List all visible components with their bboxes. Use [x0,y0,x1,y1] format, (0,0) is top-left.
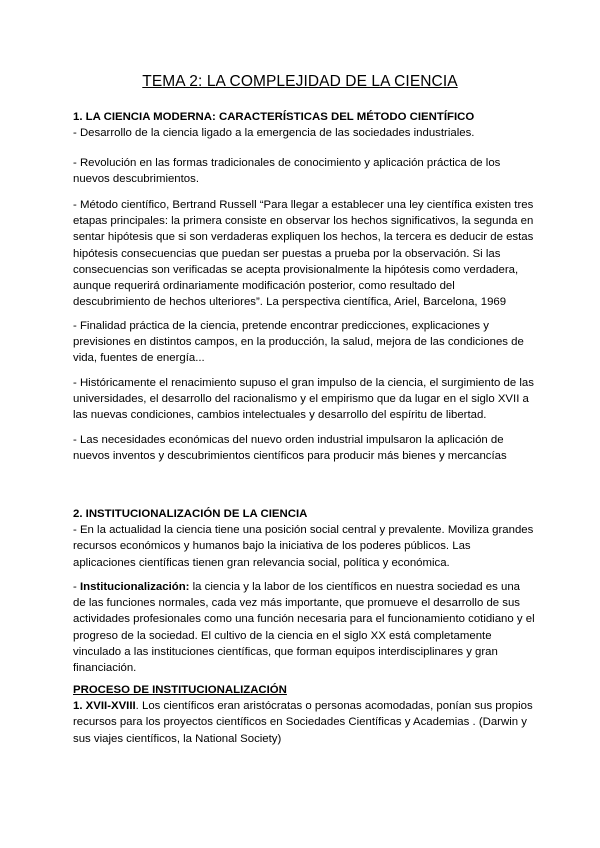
paragraph: - Finalidad práctica de la ciencia, pretende encontrar predicciones, explicaciones y previsiones en distintos campos, en la producción, la salud, mejora de las condiciones de vida, fuentes de energía... [73,320,524,365]
paragraph: - Las necesidades económicas del nuevo orden industrial impulsaron la aplicación de nuevos inventos y descubrimientos científicos para producir más bienes y mercancías [73,434,507,463]
section-1-p6-block [73,432,535,464]
bold-term: 1. XVII-XVIII [73,700,136,713]
section-1-p4-block [73,318,535,367]
process-section [73,682,535,747]
paragraph-text: . Los científicos eran aristócratas o personas acomodadas, ponían sus propios recursos para los proyectos científicos en Sociedades Científicas y Academias . (Darwin y sus viajes científicos, la National Society) [73,700,533,745]
section-1-p3-block [73,197,535,310]
section-2-heading: 2. INSTITUCIONALIZACIÓN DE LA CIENCIA [73,508,308,520]
section-2 [73,506,535,571]
section-2-p2-block [73,579,535,676]
paragraph: - En la actualidad la ciencia tiene una posición social central y prevalente. Moviliza grandes recursos económicos y humanos bajo la iniciativa de los poderes públicos. Las aplicaciones científicas tienen gran relevancia social, política y económica. [73,524,534,569]
paragraph-text: la ciencia y la labor de los científicos en nuestra sociedad es una de las funciones normales, cada vez más importante, que promueve el desarrollo de sus actividades profesionales como una función necesaria para el funcionamiento cotidiano y el progreso de la sociedad. El cultivo de la ciencia en el siglo XX está completamente vinculado a las instituciones científicas, que forman equipos interdisciplinares y gran financiación. [73,581,535,675]
paragraph: - Método científico, Bertrand Russell “Para llegar a establecer una ley científica existen tres etapas principales: la primera consiste en observar los hechos significativos, la segunda en sentar hipótesis que si son verdaderas expliquen los hechos, la tercera es deducir de estas hipótesis consecuencias que puedan ser puestas a prueba por la observación. Si las consecuencias son verificadas se acepta provisionalmente la hipótesis como verdadera, aunque requerirá ordinariamente modificación posterior, como resultado del descubrimiento de hechos ulteriores”. La perspectiva científica, Ariel, Barcelona, 1969 [73,199,534,309]
process-heading: PROCESO DE INSTITUCIONALIZACIÓN [73,684,287,696]
paragraph [73,698,535,747]
section-1-heading: 1. LA CIENCIA MODERNA: CARACTERÍSTICAS DEL MÉTODO CIENTÍFICO [73,111,475,123]
section-1-p5-block [73,375,535,424]
bold-term: Institucionalización: [79,581,190,593]
paragraph [73,579,535,676]
paragraph: - Revolución en las formas tradicionales de conocimiento y aplicación práctica de los nuevos descubrimientos. [73,157,501,186]
dash: - [73,581,80,593]
section-1 [73,109,535,141]
paragraph: - Desarrollo de la ciencia ligado a la emergencia de las sociedades industriales. [73,127,475,140]
section-1-p2-block [73,155,535,187]
page-title: TEMA 2: LA COMPLEJIDAD DE LA CIENCIA [142,73,458,90]
paragraph: - Históricamente el renacimiento supuso el gran impulso de la ciencia, el surgimiento de las universidades, el desarrollo del racionalismo y el empirismo que da lugar en el siglo XVII a las nuevas condiciones, cambios intelectuales y desarrollo del espíritu de libertad. [73,377,534,422]
